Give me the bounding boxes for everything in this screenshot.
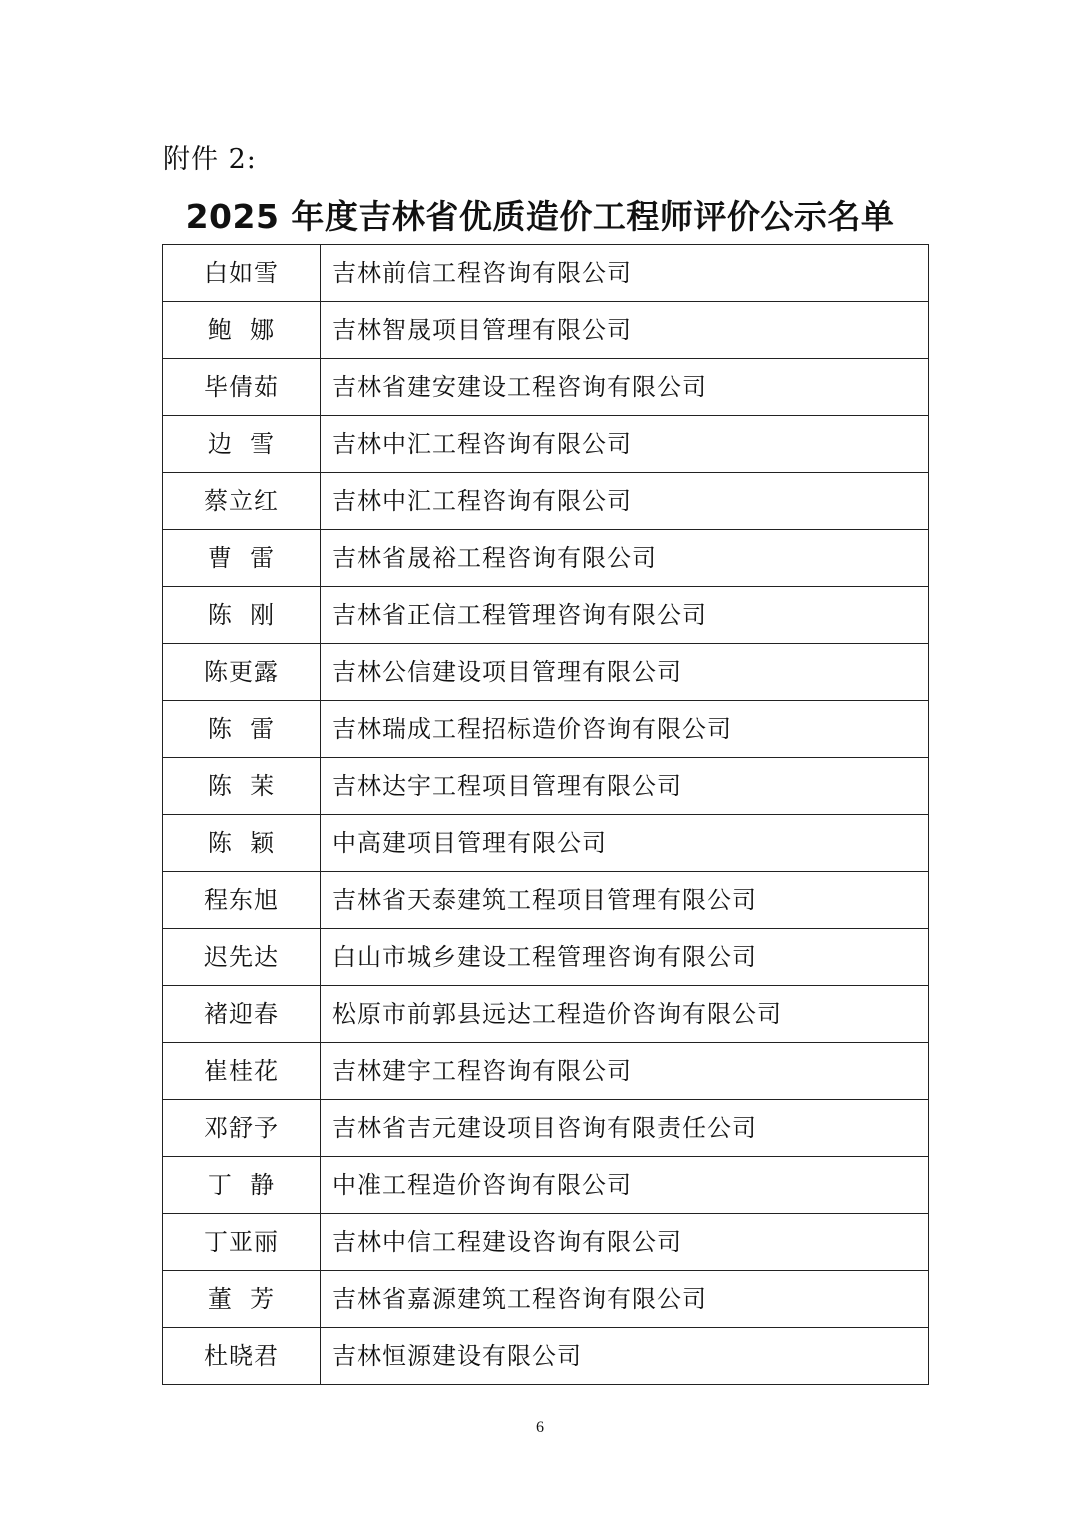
company-cell: 吉林省嘉源建筑工程咨询有限公司 bbox=[321, 1271, 929, 1328]
name-cell bbox=[163, 1214, 321, 1271]
company-cell: 吉林达宇工程项目管理有限公司 bbox=[321, 758, 929, 815]
company-cell: 中高建项目管理有限公司 bbox=[321, 815, 929, 872]
attachment-label: 附件 2: bbox=[163, 144, 257, 175]
company-cell: 吉林省吉元建设项目咨询有限责任公司 bbox=[321, 1100, 929, 1157]
person-name: 鲍 娜 bbox=[207, 316, 276, 344]
company-cell: 吉林智晟项目管理有限公司 bbox=[321, 302, 929, 359]
person-name: 陈更露 bbox=[204, 658, 279, 686]
person-name: 白如雪 bbox=[204, 259, 279, 287]
person-name: 褚迎春 bbox=[204, 1000, 279, 1028]
table-row bbox=[163, 872, 929, 929]
person-name: 陈 颖 bbox=[207, 829, 276, 857]
table-row bbox=[163, 359, 929, 416]
company-cell: 吉林省建安建设工程咨询有限公司 bbox=[321, 359, 929, 416]
name-cell bbox=[163, 416, 321, 473]
table-row bbox=[163, 1157, 929, 1214]
table-row bbox=[163, 701, 929, 758]
table-row bbox=[163, 644, 929, 701]
person-name: 崔桂花 bbox=[204, 1057, 279, 1085]
person-name: 陈 雷 bbox=[207, 715, 276, 743]
person-name: 边 雪 bbox=[207, 430, 276, 458]
person-name: 迟先达 bbox=[204, 943, 279, 971]
name-cell bbox=[163, 1100, 321, 1157]
name-cell bbox=[163, 587, 321, 644]
table-row bbox=[163, 1271, 929, 1328]
name-cell bbox=[163, 1271, 321, 1328]
person-name: 毕倩茹 bbox=[204, 373, 279, 401]
table-row bbox=[163, 1100, 929, 1157]
company-cell: 中准工程造价咨询有限公司 bbox=[321, 1157, 929, 1214]
person-name: 蔡立红 bbox=[204, 487, 279, 515]
name-cell bbox=[163, 1157, 321, 1214]
person-name: 程东旭 bbox=[204, 886, 279, 914]
person-name: 邓舒予 bbox=[204, 1114, 279, 1142]
name-cell bbox=[163, 929, 321, 986]
person-name: 陈 茉 bbox=[207, 772, 276, 800]
table-row bbox=[163, 1214, 929, 1271]
table-row bbox=[163, 473, 929, 530]
table-row bbox=[163, 986, 929, 1043]
company-cell: 吉林省正信工程管理咨询有限公司 bbox=[321, 587, 929, 644]
company-cell: 吉林中汇工程咨询有限公司 bbox=[321, 416, 929, 473]
table-row bbox=[163, 245, 929, 302]
company-cell: 白山市城乡建设工程管理咨询有限公司 bbox=[321, 929, 929, 986]
name-cell bbox=[163, 758, 321, 815]
person-name: 丁亚丽 bbox=[204, 1228, 279, 1256]
name-cell bbox=[163, 1043, 321, 1100]
company-cell: 吉林前信工程咨询有限公司 bbox=[321, 245, 929, 302]
roster-table bbox=[162, 244, 929, 1385]
name-cell bbox=[163, 302, 321, 359]
table-row bbox=[163, 416, 929, 473]
name-cell bbox=[163, 359, 321, 416]
table-row bbox=[163, 1328, 929, 1385]
company-cell: 吉林中汇工程咨询有限公司 bbox=[321, 473, 929, 530]
person-name: 曹 雷 bbox=[207, 544, 276, 572]
company-cell: 吉林公信建设项目管理有限公司 bbox=[321, 644, 929, 701]
company-cell: 吉林省天泰建筑工程项目管理有限公司 bbox=[321, 872, 929, 929]
name-cell bbox=[163, 815, 321, 872]
company-cell: 松原市前郭县远达工程造价咨询有限公司 bbox=[321, 986, 929, 1043]
table-row bbox=[163, 302, 929, 359]
company-cell: 吉林省晟裕工程咨询有限公司 bbox=[321, 530, 929, 587]
table-row bbox=[163, 815, 929, 872]
name-cell bbox=[163, 245, 321, 302]
table-row bbox=[163, 929, 929, 986]
document-title: 2025 年度吉林省优质造价工程师评价公示名单 bbox=[185, 197, 895, 236]
person-name: 陈 刚 bbox=[207, 601, 276, 629]
company-cell: 吉林建宇工程咨询有限公司 bbox=[321, 1043, 929, 1100]
name-cell bbox=[163, 530, 321, 587]
name-cell bbox=[163, 1328, 321, 1385]
table-row bbox=[163, 758, 929, 815]
company-cell: 吉林瑞成工程招标造价咨询有限公司 bbox=[321, 701, 929, 758]
person-name: 董 芳 bbox=[207, 1285, 276, 1313]
name-cell bbox=[163, 701, 321, 758]
person-name: 丁 静 bbox=[207, 1171, 276, 1199]
person-name: 杜晓君 bbox=[204, 1342, 279, 1370]
table-row bbox=[163, 1043, 929, 1100]
company-cell: 吉林恒源建设有限公司 bbox=[321, 1328, 929, 1385]
page-number: 6 bbox=[536, 1419, 544, 1436]
name-cell bbox=[163, 473, 321, 530]
table-row bbox=[163, 530, 929, 587]
name-cell bbox=[163, 986, 321, 1043]
name-cell bbox=[163, 644, 321, 701]
table-row bbox=[163, 587, 929, 644]
company-cell: 吉林中信工程建设咨询有限公司 bbox=[321, 1214, 929, 1271]
name-cell bbox=[163, 872, 321, 929]
